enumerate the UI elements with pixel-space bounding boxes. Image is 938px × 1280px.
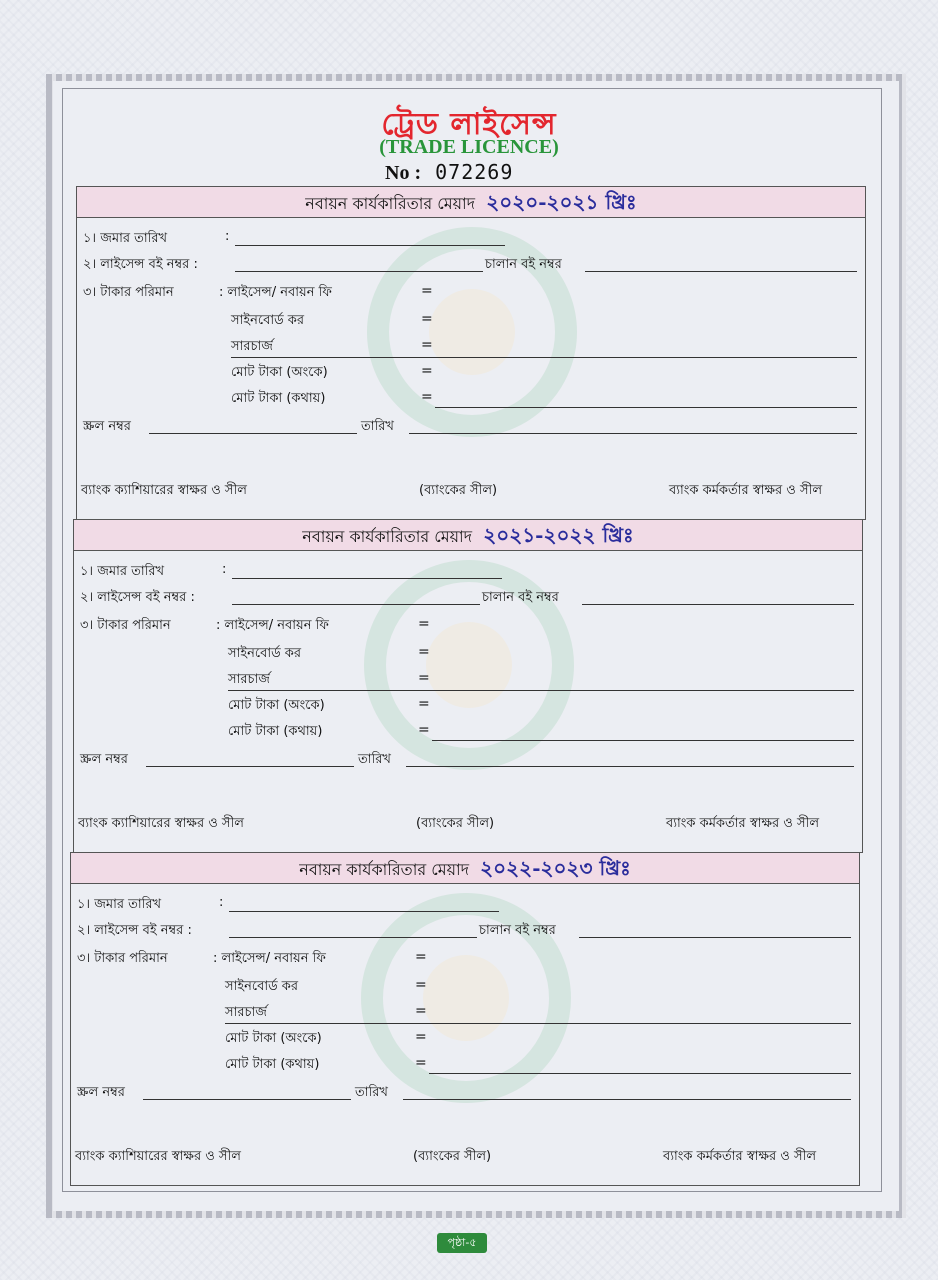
date-field[interactable]: [409, 433, 857, 434]
total-words-label: মোট টাকা (কথায়): [225, 1057, 320, 1072]
total-words-label: মোট টাকা (কথায়): [231, 391, 326, 406]
renewal-period-header: [74, 520, 862, 551]
license-book-label: ২। লাইসেন্স বই নম্বর :: [83, 257, 198, 272]
total-figures-equals: =: [421, 363, 433, 379]
deposit-date-label: ১। জমার তারিখ: [77, 897, 162, 912]
challan-book-field[interactable]: [585, 271, 857, 272]
signboard-tax-label: সাইনবোর্ড কর: [225, 979, 299, 994]
license-fee-equals: =: [415, 949, 427, 965]
signboard-tax-label: সাইনবোর্ড কর: [231, 313, 305, 328]
subtotal-line: [231, 357, 857, 358]
license-book-field[interactable]: [235, 271, 483, 272]
renewal-section-1: [76, 186, 866, 520]
renewal-section-3: [70, 852, 860, 1186]
total-words-equals: =: [418, 722, 430, 738]
surcharge-label: সারচার্জ: [225, 1005, 267, 1020]
surcharge-equals: =: [421, 337, 433, 353]
signboard-tax-equals: =: [415, 977, 427, 993]
cashier-signature-label: ব্যাংক ক্যাশিয়ারের স্বাক্ষর ও সীল: [78, 816, 244, 831]
period-label: নবায়ন কার্যকারিতার মেয়াদ: [299, 860, 470, 879]
deposit-date-field[interactable]: [229, 911, 499, 912]
date-label: তারিখ: [358, 752, 391, 767]
license-book-field[interactable]: [232, 604, 480, 605]
license-book-label: ২। লাইসেন্স বই নম্বর :: [77, 923, 192, 938]
renewal-period-header: [71, 853, 859, 884]
page-number: পৃষ্ঠা-৫: [437, 1233, 487, 1253]
subtotal-line: [228, 690, 854, 691]
total-figures-equals: =: [415, 1029, 427, 1045]
licence-number-label: No :: [385, 162, 422, 184]
officer-signature-label: ব্যাংক কর্মকর্তার স্বাক্ষর ও সীল: [663, 1149, 817, 1164]
period-label: নবায়ন কার্যকারিতার মেয়াদ: [302, 527, 473, 546]
period-years: ২০২২-২০২৩ খ্রিঃ: [480, 856, 631, 880]
challan-book-field[interactable]: [579, 937, 851, 938]
amount-label: ৩। টাকার পরিমান: [80, 618, 171, 633]
amount-label: ৩। টাকার পরিমান: [83, 285, 174, 300]
scroll-no-label: স্ক্রল নম্বর: [80, 752, 128, 767]
license-fee-label: : লাইসেন্স/ নবায়ন ফি: [213, 951, 326, 966]
scroll-no-label: স্ক্রল নম্বর: [77, 1085, 125, 1100]
surcharge-equals: =: [418, 670, 430, 686]
deposit-date-colon: :: [222, 562, 227, 577]
title-bengali: ট্রেড লাইসেন্স: [381, 107, 557, 142]
scroll-no-field[interactable]: [143, 1099, 351, 1100]
license-book-field[interactable]: [229, 937, 477, 938]
challan-book-label: চালান বই নম্বর: [485, 257, 562, 272]
license-fee-label: : লাইসেন্স/ নবায়ন ফি: [219, 285, 332, 300]
scroll-no-field[interactable]: [149, 433, 357, 434]
license-book-label: ২। লাইসেন্স বই নম্বর :: [80, 590, 195, 605]
surcharge-label: সারচার্জ: [228, 672, 270, 687]
total-figures-label: মোট টাকা (অংকে): [225, 1031, 322, 1046]
renewal-section-2: [73, 519, 863, 853]
licence-number-value: 072269: [435, 160, 514, 184]
deposit-date-field[interactable]: [232, 578, 502, 579]
deposit-date-colon: :: [225, 229, 230, 244]
bank-seal-label: (ব্যাংকের সীল): [413, 1149, 492, 1164]
bank-seal-label: (ব্যাংকের সীল): [419, 483, 498, 498]
renewal-period-header: [77, 187, 865, 218]
license-fee-equals: =: [421, 283, 433, 299]
period-years: ২০২০-২০২১ খ্রিঃ: [486, 190, 637, 214]
total-words-equals: =: [415, 1055, 427, 1071]
officer-signature-label: ব্যাংক কর্মকর্তার স্বাক্ষর ও সীল: [666, 816, 820, 831]
deposit-date-field[interactable]: [235, 245, 505, 246]
date-field[interactable]: [406, 766, 854, 767]
total-words-field[interactable]: [429, 1073, 851, 1074]
signboard-tax-label: সাইনবোর্ড কর: [228, 646, 302, 661]
license-fee-label: : লাইসেন্স/ নবায়ন ফি: [216, 618, 329, 633]
signboard-tax-equals: =: [418, 644, 430, 660]
scroll-no-field[interactable]: [146, 766, 354, 767]
period-label: নবায়ন কার্যকারিতার মেয়াদ: [305, 194, 476, 213]
bank-seal-label: (ব্যাংকের সীল): [416, 816, 495, 831]
amount-label: ৩। টাকার পরিমান: [77, 951, 168, 966]
title-english: (TRADE LICENCE): [379, 136, 559, 158]
total-words-label: মোট টাকা (কথায়): [228, 724, 323, 739]
challan-book-label: চালান বই নম্বর: [482, 590, 559, 605]
cashier-signature-label: ব্যাংক ক্যাশিয়ারের স্বাক্ষর ও সীল: [81, 483, 247, 498]
challan-book-label: চালান বই নম্বর: [479, 923, 556, 938]
surcharge-equals: =: [415, 1003, 427, 1019]
deposit-date-colon: :: [219, 895, 224, 910]
date-label: তারিখ: [355, 1085, 388, 1100]
date-label: তারিখ: [361, 419, 394, 434]
officer-signature-label: ব্যাংক কর্মকর্তার স্বাক্ষর ও সীল: [669, 483, 823, 498]
subtotal-line: [225, 1023, 851, 1024]
total-figures-equals: =: [418, 696, 430, 712]
total-figures-label: মোট টাকা (অংকে): [231, 365, 328, 380]
license-fee-equals: =: [418, 616, 430, 632]
scroll-no-label: স্ক্রল নম্বর: [83, 419, 131, 434]
total-words-field[interactable]: [432, 740, 854, 741]
licence-number: [385, 160, 513, 185]
signboard-tax-equals: =: [421, 311, 433, 327]
surcharge-label: সারচার্জ: [231, 339, 273, 354]
period-years: ২০২১-২০২২ খ্রিঃ: [483, 523, 634, 547]
total-figures-label: মোট টাকা (অংকে): [228, 698, 325, 713]
challan-book-field[interactable]: [582, 604, 854, 605]
cashier-signature-label: ব্যাংক ক্যাশিয়ারের স্বাক্ষর ও সীল: [75, 1149, 241, 1164]
date-field[interactable]: [403, 1099, 851, 1100]
deposit-date-label: ১। জমার তারিখ: [80, 564, 165, 579]
deposit-date-label: ১। জমার তারিখ: [83, 231, 168, 246]
total-words-field[interactable]: [435, 407, 857, 408]
total-words-equals: =: [421, 389, 433, 405]
